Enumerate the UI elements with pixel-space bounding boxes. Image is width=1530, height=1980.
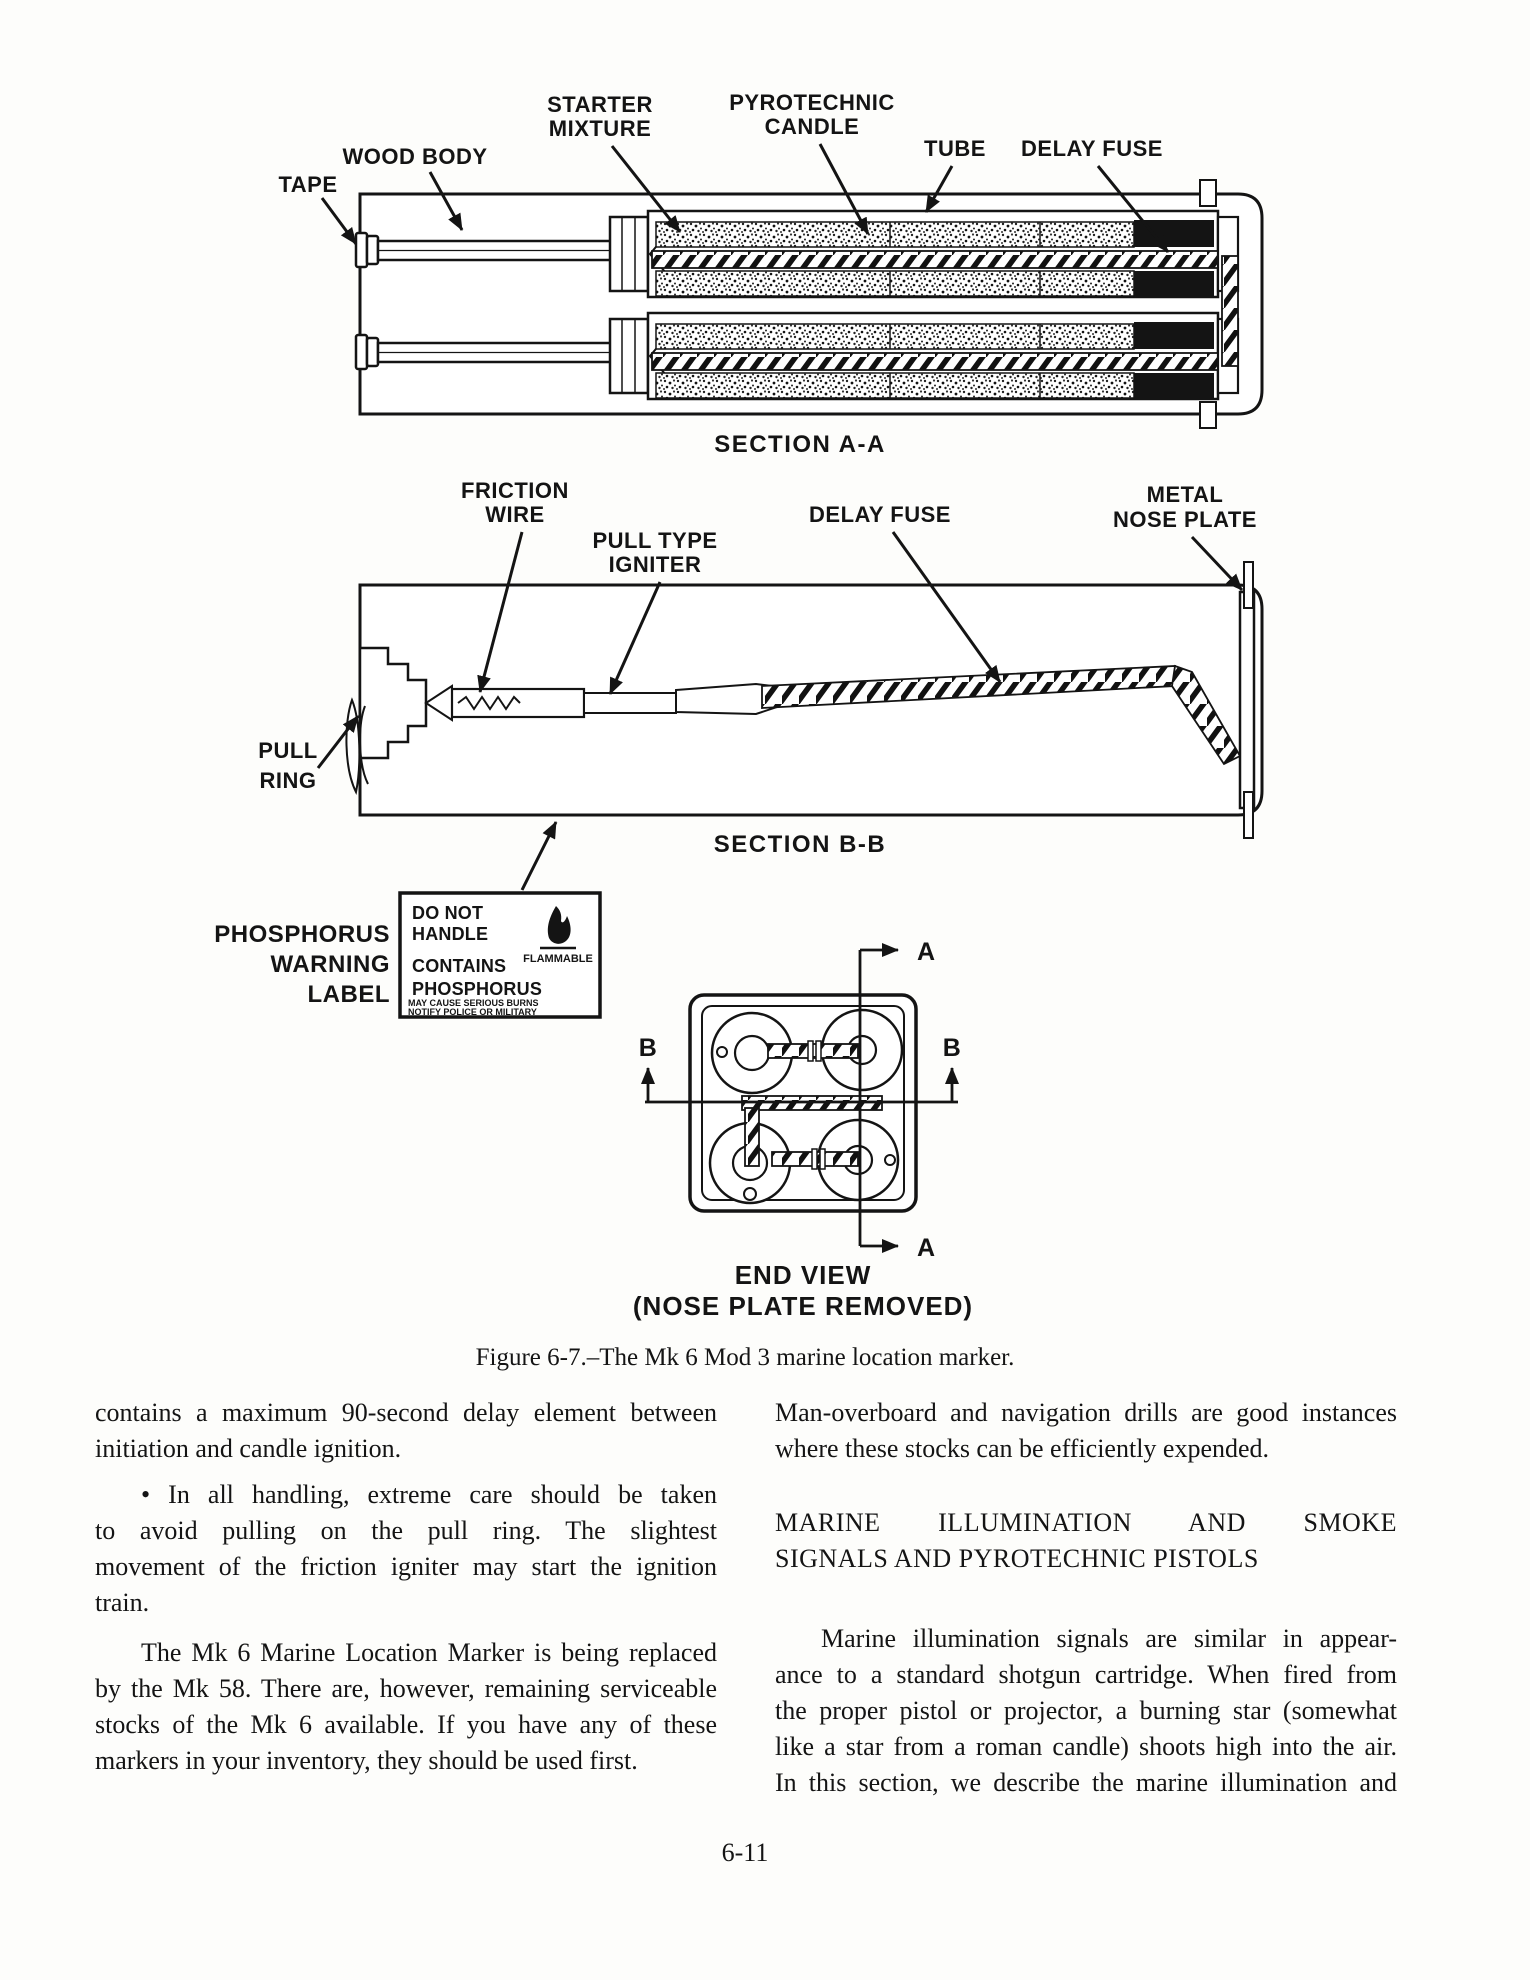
section-marker-b-right: B xyxy=(942,1034,962,1062)
flammable-label: FLAMMABLE xyxy=(523,953,593,965)
warning-line-4: PHOSPHORUS xyxy=(412,979,543,999)
page-number: 6-11 xyxy=(721,1838,769,1867)
end-view-diagram xyxy=(633,938,973,1321)
heading-line: MARINE ILLUMINATION AND SMOKE xyxy=(775,1508,1397,1537)
body-line: ance to a standard shotgun cartridge. When fired from xyxy=(775,1660,1397,1689)
nose-plate-screw-bottom xyxy=(1244,792,1253,838)
section-marker-b-left: B xyxy=(638,1034,658,1062)
body-line: The Mk 6 Marine Location Marker is being replaced xyxy=(141,1638,717,1667)
body-line: like a star from a roman candle) shoots high into the air. xyxy=(775,1732,1397,1761)
section-heading xyxy=(775,1505,1397,1577)
heading-line: SIGNALS AND PYROTECHNIC PISTOLS xyxy=(775,1544,1259,1573)
body-line: movement of the friction igniter may start the ignition xyxy=(95,1552,717,1581)
left-column xyxy=(95,1395,717,1779)
body-line: to avoid pulling on the pull ring. The slightest xyxy=(95,1516,717,1545)
pull-ring-label-2: RING xyxy=(259,768,317,793)
section-bb-diagram xyxy=(258,478,1262,858)
body-line: In this section, we describe the marine illumination and xyxy=(775,1768,1397,1797)
nose-plate-screw-top xyxy=(1244,562,1253,608)
warning-line-3: CONTAINS xyxy=(412,956,507,976)
fuse-connector xyxy=(1222,256,1238,366)
section-marker-a-top: A xyxy=(917,938,936,966)
warning-line-1: DO NOT xyxy=(412,903,484,923)
pull-igniter-label-1: PULL TYPE xyxy=(592,528,718,553)
igniter-tube xyxy=(452,689,584,717)
body-line: markers in your inventory, they should be used first. xyxy=(95,1746,638,1775)
body-line: by the Mk 58. There are, however, remaining serviceable xyxy=(95,1674,717,1703)
nose-plate-label-2: NOSE PLATE xyxy=(1113,507,1257,532)
end-view-caption-1: END VIEW xyxy=(734,1260,872,1290)
tape-label: TAPE xyxy=(278,172,338,197)
phosphorus-warning-label xyxy=(214,822,600,1017)
tube-label: TUBE xyxy=(924,136,986,161)
pointer-label-1: PHOSPHORUS xyxy=(214,921,390,948)
body-line: train. xyxy=(95,1588,150,1617)
section-aa-caption: SECTION A-A xyxy=(714,431,886,458)
body-line: stocks of the Mk 6 available. If you have any of these xyxy=(95,1710,717,1739)
top-right-clip xyxy=(1200,180,1216,206)
wood-body-label: WOOD BODY xyxy=(342,144,488,169)
body-line: contains a maximum 90-second delay element between xyxy=(95,1398,717,1427)
friction-wire-label-2: WIRE xyxy=(485,502,545,527)
pull-ring-label-1: PULL xyxy=(258,738,318,763)
section-aa-diagram xyxy=(278,90,1262,458)
delay-fuse-label-bb: DELAY FUSE xyxy=(809,502,951,527)
pointer-label-3: LABEL xyxy=(307,981,390,1008)
right-column xyxy=(775,1395,1397,1801)
pull-igniter-label-2: IGNITER xyxy=(608,552,702,577)
section-bb-caption: SECTION B-B xyxy=(713,831,887,858)
body-line: where these stocks can be efficiently expended. xyxy=(775,1434,1270,1463)
friction-wire-label-1: FRICTION xyxy=(461,478,569,503)
warning-small-1: MAY CAUSE SERIOUS BURNS xyxy=(408,998,539,1008)
nose-plate-label-1: METAL xyxy=(1146,482,1224,507)
warning-small-2: NOTIFY POLICE OR MILITARY xyxy=(408,1007,537,1017)
warning-line-2: HANDLE xyxy=(412,924,489,944)
delay-fuse-label-aa: DELAY FUSE xyxy=(1021,136,1163,161)
body-line: the proper pistol or projector, a burning star (somewhat xyxy=(775,1696,1397,1725)
pull-ring-blade-1 xyxy=(346,700,359,792)
bottom-right-clip xyxy=(1200,402,1216,428)
body-line: Man-overboard and navigation drills are good instances xyxy=(775,1398,1397,1427)
pyrotechnic-candle-label-2: CANDLE xyxy=(764,114,860,139)
end-view-caption-2: (NOSE PLATE REMOVED) xyxy=(632,1291,974,1321)
section-marker-a-bottom: A xyxy=(917,1234,936,1262)
fuse-vertical xyxy=(745,1108,759,1166)
body-line: initiation and candle ignition. xyxy=(95,1434,402,1463)
pyrotechnic-candle-label-1: PYROTECHNIC xyxy=(729,90,895,115)
figure-caption: Figure 6-7.–The Mk 6 Mod 3 marine location marker. xyxy=(475,1344,1015,1371)
starter-mixture-label-2: MIXTURE xyxy=(548,116,652,141)
pointer-label-2: WARNING xyxy=(270,951,390,978)
starter-mixture-label-1: STARTER xyxy=(547,92,653,117)
nose-plate xyxy=(1240,592,1254,808)
body-line-bullet: • In all handling, extreme care should be taken xyxy=(141,1480,717,1509)
body-line: Marine illumination signals are similar in appear- xyxy=(821,1624,1397,1653)
igniter-body xyxy=(584,693,676,713)
